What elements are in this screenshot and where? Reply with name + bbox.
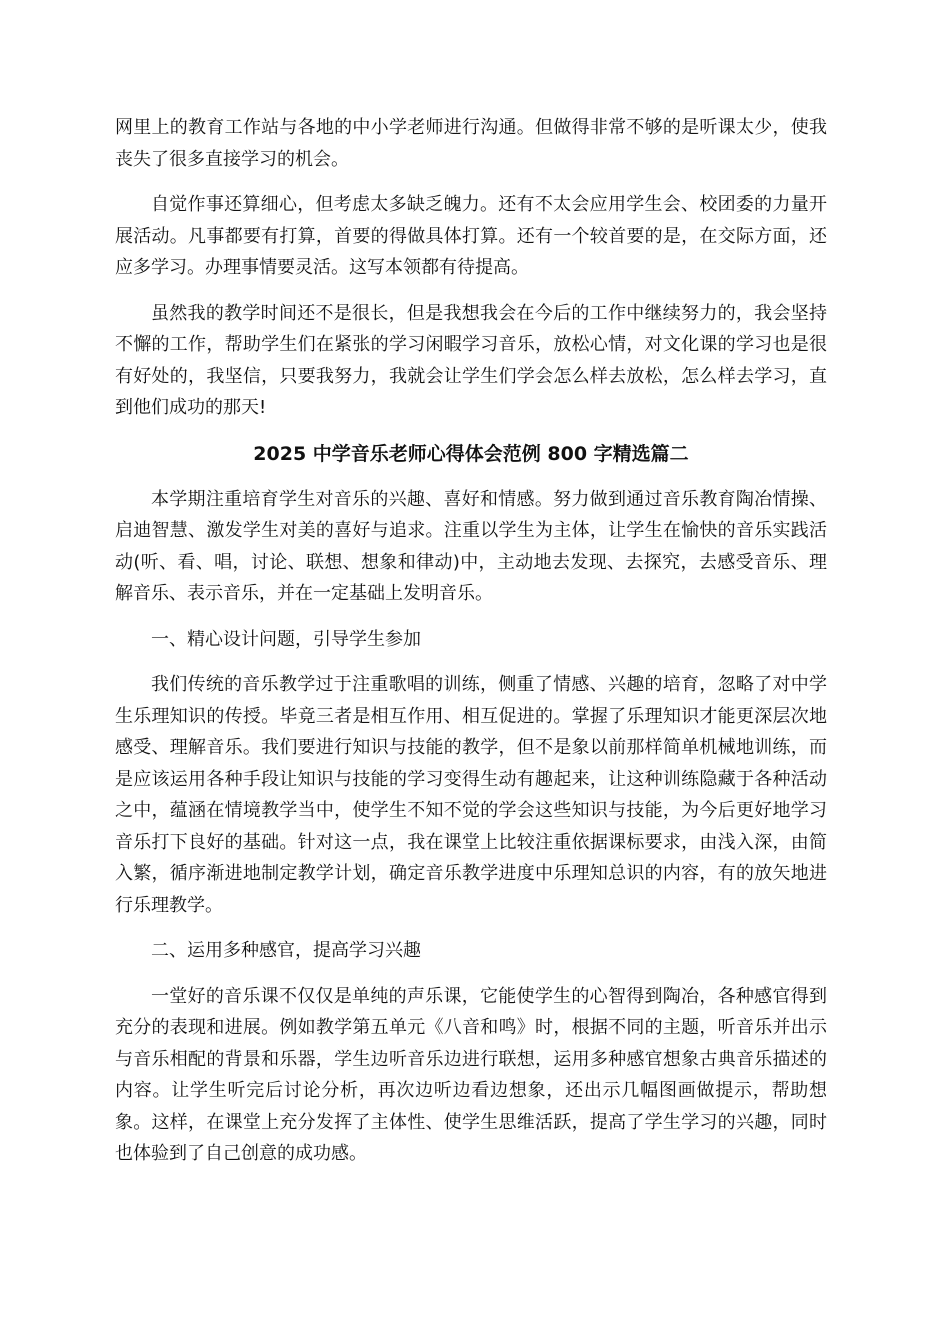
paragraph-conclusion: 虽然我的教学时间还不是很长，但是我想我会在今后的工作中继续努力的，我会坚持不懈的工作，帮助学生们在紧张的学习闲暇学习音乐，放松心情，对文化课的学习也是很有好处的，我坚信，只要我努力，我就会让学生们学会怎么样去放松，怎么样去学习，直到他们成功的那天!	[115, 302, 827, 418]
subheading-2: 二、运用多种感官，提高学习兴趣	[151, 940, 421, 961]
paragraph-section-1: 我们传统的音乐教学过于注重歌唱的训练，侧重了情感、兴趣的培育，忽略了对中学生乐理知识的传授。毕竟三者是相互作用、相互促进的。掌握了乐理知识才能更深层次地感受、理解音乐。我们要进行知识与技能的教学，但不是象以前那样简单机械地训练，而是应该运用各种手段让知识与技能的学习变得生动有趣起来，让这种训练隐藏于各种活动之中，蕴涵在情境教学当中，使学生不知不觉的学会这些知识与技能，为今后更好地学习音乐打下良好的基础。针对这一点，我在课堂上比较注重依据课标要求，由浅入深，由简入繁，循序渐进地制定教学计划，确定音乐教学进度中乐理知总识的内容，有的放矢地进行乐理教学。	[115, 674, 827, 916]
paragraph-self-assessment: 自觉作事还算细心，但考虑太多缺乏魄力。还有不太会应用学生会、校团委的力量开展活动。凡事都要有打算，首要的得做具体打算。还有一个较首要的是，在交际方面，还应多学习。办理事情要灵活。这写本领都有待提高。	[115, 194, 827, 278]
subheading-1: 一、精心设计问题，引导学生参加	[151, 628, 421, 650]
paragraph-section-2: 一堂好的音乐课不仅仅是单纯的声乐课，它能使学生的心智得到陶冶，各种感官得到充分的表现和进展。例如教学第五单元《八音和鸣》时，根据不同的主题，听音乐并出示与音乐相配的背景和乐器，学生边听音乐边进行联想，运用多种感官想象古典音乐描述的内容。让学生听完后讨论分析，再次边听边看边想象，还出示几幅图画做提示，帮助想象。这样，在课堂上充分发挥了主体性、使学生思维活跃，提高了学生学习的兴趣，同时也体验到了自己创意的成功感。	[115, 985, 827, 1164]
paragraph-intro: 本学期注重培育学生对音乐的兴趣、喜好和情感。努力做到通过音乐教育陶冶情操、启迪智慧、激发学生对美的喜好与追求。注重以学生为主体，让学生在愉快的音乐实践活动(听、看、唱，讨论、联想、想象和律动)中，主动地去发现、去探究，去感受音乐、理解音乐、表示音乐，并在一定基础上发明音乐。	[115, 488, 827, 604]
paragraph-continued: 网里上的教育工作站与各地的中小学老师进行沟通。但做得非常不够的是听课太少，使我丧失了很多直接学习的机会。	[115, 117, 827, 170]
section-heading: 2025 中学音乐老师心得体会范例 800 字精选篇二	[253, 442, 689, 465]
document-page	[115, 112, 827, 1170]
